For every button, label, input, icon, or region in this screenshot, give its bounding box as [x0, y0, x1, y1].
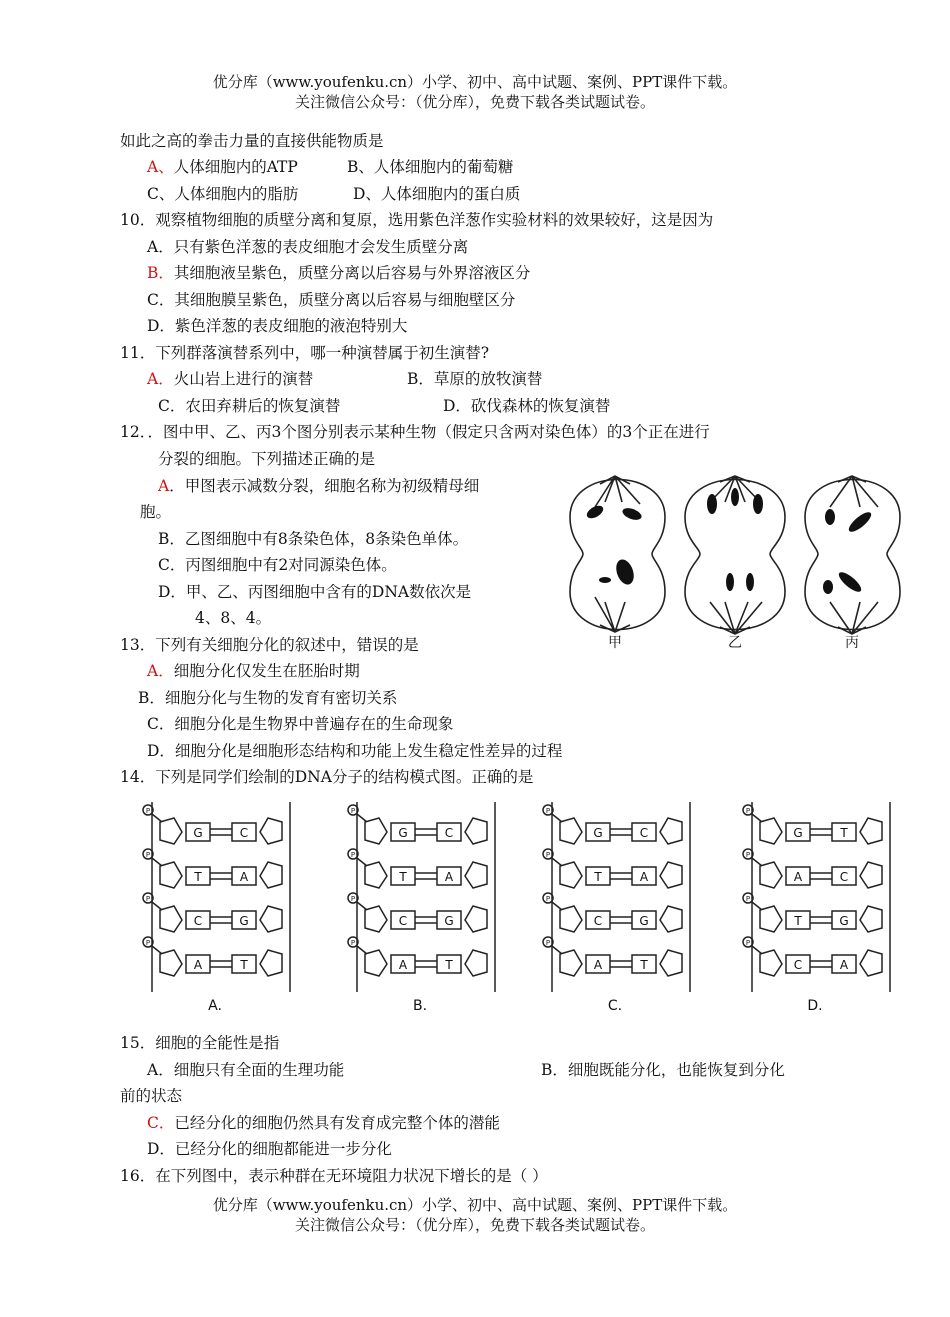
q14-stem: 14．下列是同学们绘制的DNA分子的结构模式图。正确的是: [120, 768, 534, 786]
q10-option-b: [147, 262, 530, 284]
dna-base-right: A: [239, 870, 249, 884]
dna-base-left: T: [794, 914, 802, 928]
dna-base-left: A: [793, 870, 803, 884]
cell-label-yi: 乙: [728, 635, 742, 651]
q9-option-a-text: 人体细胞内的ATP: [173, 158, 298, 176]
phosphate-label: P: [545, 939, 551, 947]
dna-base-left: C: [398, 914, 408, 928]
q11-answer-letter: A．: [147, 370, 174, 388]
phosphate-label: P: [350, 895, 356, 903]
dna-base-right: C: [239, 826, 249, 840]
dna-base-left: C: [193, 914, 203, 928]
q12-option-a-cont: 胞。: [140, 503, 172, 521]
q13-answer-letter: A．: [147, 662, 174, 680]
q10-stem: 10．观察植物细胞的质壁分离和复原，选用紫色洋葱作实验材料的效果较好，这是因为: [120, 211, 714, 229]
q15-option-b-cont: 前的状态: [120, 1087, 183, 1105]
q9-option-a: [147, 156, 298, 178]
cell-bing: [805, 476, 900, 634]
q12-option-d-cont: 4、8、4。: [195, 609, 272, 627]
dna-base-right: G: [839, 914, 849, 928]
q12-option-c: C．丙图细胞中有2对同源染色体。: [158, 556, 397, 574]
q11-option-d: D．砍伐森林的恢复演替: [443, 397, 611, 415]
dna-base-right: C: [639, 826, 649, 840]
header-line-2: 关注微信公众号：（优分库），免费下载各类试题试卷。: [294, 93, 655, 111]
q13-option-b: B．细胞分化与生物的发育有密切关系: [138, 689, 398, 707]
phosphate-label: P: [350, 851, 356, 859]
dna-base-right: A: [839, 958, 849, 972]
cell-jia: [570, 476, 665, 632]
dna-model-label: D.: [807, 998, 823, 1014]
phosphate-label: P: [745, 939, 751, 947]
q11-option-b: B．草原的放牧演替: [407, 370, 543, 388]
dna-base-right: C: [444, 826, 454, 840]
cell-division-figure: [560, 462, 920, 652]
dna-base-left: G: [398, 826, 408, 840]
q11-option-a: [147, 368, 313, 390]
q15-option-d: D．已经分化的细胞都能进一步分化: [147, 1140, 392, 1158]
q15-option-c: [147, 1112, 500, 1134]
dna-model-label: C.: [607, 998, 623, 1014]
q10-option-d: D．紫色洋葱的表皮细胞的液泡特别大: [147, 317, 408, 335]
dna-base-right: T: [445, 958, 453, 972]
q15-option-b: B．细胞既能分化，也能恢复到分化: [541, 1061, 785, 1079]
q16-stem: 16．在下列图中，表示种群在无环境阻力状况下增长的是（ ）: [120, 1167, 548, 1185]
phosphate-label: P: [745, 807, 751, 815]
footer-line-2: 关注微信公众号：（优分库），免费下载各类试题试卷。: [294, 1216, 655, 1234]
q10-option-c: C．其细胞膜呈紫色，质壁分离以后容易与细胞壁区分: [147, 291, 516, 309]
dna-base-left: A: [593, 958, 603, 972]
q12-stem-line-2: 分裂的细胞。下列描述正确的是: [158, 450, 376, 468]
q15-answer-letter: C．: [147, 1114, 175, 1132]
q9-answer-letter: A、: [147, 158, 174, 176]
q11-option-a-text: 火山岩上进行的演替: [173, 370, 314, 388]
dna-base-left: A: [398, 958, 408, 972]
dna-base-right: C: [839, 870, 849, 884]
phosphate-label: P: [350, 939, 356, 947]
q12-answer-letter: A: [158, 477, 170, 495]
q12-option-a: [158, 475, 479, 497]
dna-base-right: A: [639, 870, 649, 884]
dna-base-left: G: [593, 826, 603, 840]
dna-base-left: G: [193, 826, 203, 840]
dna-base-left: T: [399, 870, 407, 884]
dna-model-b: [348, 802, 495, 1014]
phosphate-label: P: [145, 895, 151, 903]
phosphate-label: P: [545, 807, 551, 815]
dna-base-right: G: [444, 914, 454, 928]
dna-model-d: [743, 802, 890, 1014]
q13-option-c: C．细胞分化是生物界中普遍存在的生命现象: [147, 715, 454, 733]
phosphate-label: P: [145, 939, 151, 947]
q12-option-a-text: ．甲图表示减数分裂，细胞名称为初级精母细: [169, 477, 480, 495]
q15-option-c-text: 已经分化的细胞仍然具有发育成完整个体的潜能: [174, 1114, 500, 1132]
q9-option-b: B、人体细胞内的葡萄糖: [347, 158, 514, 176]
phosphate-label: P: [145, 851, 151, 859]
q15-option-a: A．细胞只有全面的生理功能: [147, 1061, 345, 1079]
q10-option-b-text: 其细胞液呈紫色，质壁分离以后容易与外界溶液区分: [173, 264, 531, 282]
phosphate-label: P: [545, 851, 551, 859]
footer-line-1: 优分库（www.youfenku.cn）小学、初中、高中试题、案例、PPT课件下载。: [212, 1196, 738, 1214]
q11-stem: 11．下列群落演替系列中，哪一种演替属于初生演替?: [120, 344, 490, 362]
q13-option-d: D．细胞分化是细胞形态结构和功能上发生稳定性差异的过程: [147, 742, 563, 760]
phosphate-label: P: [350, 807, 356, 815]
dna-model-label: B.: [412, 998, 428, 1014]
dna-base-left: T: [594, 870, 602, 884]
q13-option-a: [147, 660, 360, 682]
q11-option-c: C．农田弃耕后的恢复演替: [158, 397, 341, 415]
dna-base-right: G: [239, 914, 249, 928]
dna-base-right: A: [444, 870, 454, 884]
q9-option-c: C、人体细胞内的脂肪: [147, 185, 299, 203]
dna-base-left: C: [793, 958, 803, 972]
dna-model-a: [143, 802, 290, 1014]
dna-base-left: A: [193, 958, 203, 972]
dna-base-left: C: [593, 914, 603, 928]
q10-answer-letter: B．: [147, 264, 174, 282]
dna-base-left: G: [793, 826, 803, 840]
dna-model-label: A.: [208, 998, 222, 1014]
q9-stem: 如此之高的拳击力量的直接供能物质是: [120, 132, 384, 150]
phosphate-label: P: [745, 851, 751, 859]
dna-model-c: [543, 802, 690, 1014]
phosphate-label: P: [145, 807, 151, 815]
q13-option-a-text: 细胞分化仅发生在胚胎时期: [173, 662, 360, 680]
phosphate-label: P: [545, 895, 551, 903]
header-line-1: 优分库（www.youfenku.cn）小学、初中、高中试题、案例、PPT课件下载。: [212, 73, 738, 91]
dna-base-right: G: [639, 914, 649, 928]
q10-option-a: A．只有紫色洋葱的表皮细胞才会发生质壁分离: [147, 238, 469, 256]
q12-option-d: D．甲、乙、丙图细胞中含有的DNA数依次是: [158, 583, 472, 601]
q12-option-b: B．乙图细胞中有8条染色体，8条染色单体。: [158, 530, 469, 548]
q12-stem-line-1: 12．．图中甲、乙、丙3个图分别表示某种生物（假定只含两对染色体）的3个正在进行: [120, 423, 710, 441]
cell-label-jia: 甲: [608, 635, 622, 651]
q9-option-d: D、人体细胞内的蛋白质: [353, 185, 521, 203]
cell-label-bing: 丙: [845, 635, 859, 651]
q15-stem: 15．细胞的全能性是指: [120, 1034, 280, 1052]
dna-base-left: T: [194, 870, 202, 884]
dna-base-right: T: [640, 958, 648, 972]
dna-models-figure: [140, 792, 920, 1017]
dna-base-right: T: [840, 826, 848, 840]
q13-stem: 13．下列有关细胞分化的叙述中，错误的是: [120, 636, 419, 654]
phosphate-label: P: [745, 895, 751, 903]
dna-base-right: T: [240, 958, 248, 972]
